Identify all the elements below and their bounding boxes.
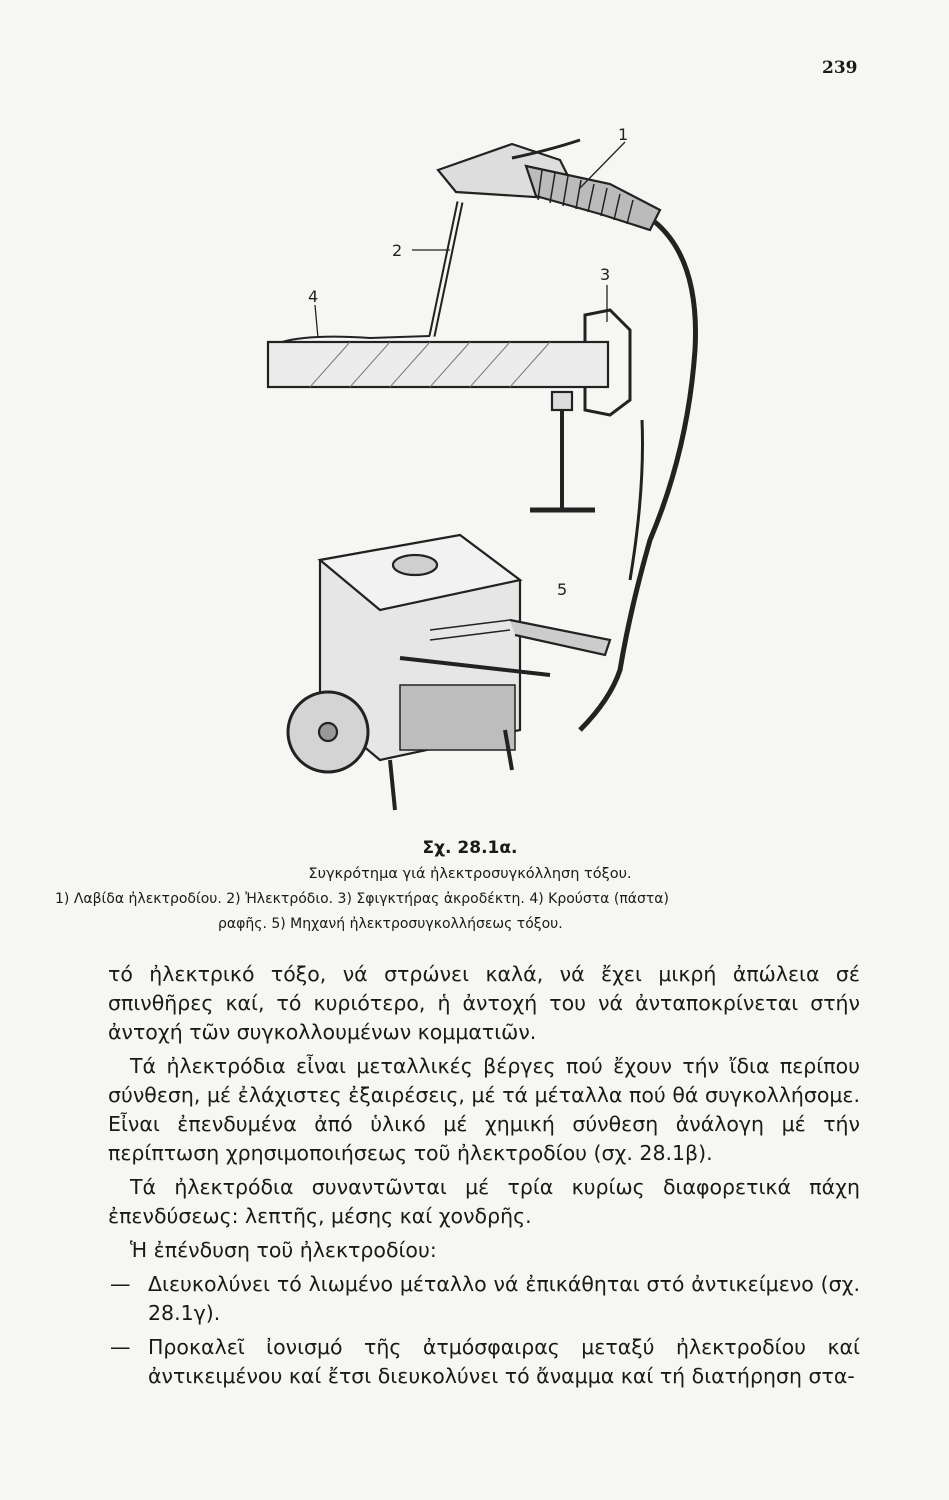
- body-text: [108, 960, 860, 1391]
- paragraph-2: Τά ἠλεκτρόδια εἶναι μεταλλικές βέργες πού ἔχουν τήν ἴδια περίπου σύνθεση, μέ ἐλάχιστες ἐξαιρέσεις, μέ τά μέταλλα πού θά συγκολλήσομε. Εἶναι ἐπενδυμένα ἀπό ὑλικό μέ χημική σύνθεση ἀνάλογη μέ τήν περίπτωση χρησιμοποιήσεως τοῦ ἠλεκτροδίου (σχ. 28.1β).: [108, 1054, 860, 1165]
- paragraph-4: Ἡ ἐπένδυση τοῦ ἠλεκτροδίου:: [130, 1238, 437, 1262]
- list-item: [108, 1333, 860, 1391]
- workpiece: [268, 336, 608, 387]
- paragraph-3: Τά ἠλεκτρόδια συναντῶνται μέ τρία κυρίως διαφορετικά πάχη ἐπενδύσεως: λεπτῆς, μέσης καί χονδρῆς.: [108, 1175, 860, 1228]
- list-item-text-2: Προκαλεῖ ἰονισμό τῆς ἀτμόσφαιρας μεταξύ ἠλεκτροδίου καί ἀντικειμένου καί ἔτσι διευκολύνει τό ἄναμμα καί τή διατήρηση στα-: [148, 1335, 860, 1388]
- terminal-clamp: [530, 310, 630, 510]
- dash-mark: —: [110, 1335, 131, 1359]
- dash-mark: —: [110, 1272, 131, 1296]
- figure-title: Σχ. 28.1α.: [422, 838, 518, 858]
- electrode: [432, 202, 460, 336]
- list-item: [108, 1270, 860, 1328]
- figure-subtitle: Συγκρότημα γιά ἠλεκτροσυγκόλληση τόξου.: [308, 866, 632, 882]
- welding-assembly-figure: [250, 110, 710, 830]
- figure-label-5: 5: [557, 580, 568, 599]
- electrode-holder: [438, 140, 660, 230]
- figure-legend-line-2: ραφῆς. 5) Μηχανή ἠλεκτροσυγκολλήσεως τόξου.: [218, 916, 563, 932]
- page-number: 239: [822, 58, 858, 78]
- figure-label-4: 4: [308, 287, 319, 306]
- paragraph-1: τό ἠλεκτρικό τόξο, νά στρώνει καλά, νά ἔχει μικρή ἀπώλεια σέ σπινθῆρες καί, τό κυριότερο, ἡ ἀντοχή του νά ἀνταποκρίνεται στήν ἀντοχή τῶν συγκολλουμένων κομματιῶν.: [108, 962, 860, 1044]
- figure-label-3: 3: [600, 265, 611, 284]
- figure-label-1: 1: [618, 125, 629, 144]
- list-item-text-1: Διευκολύνει τό λιωμένο μέταλλο νά ἐπικάθηται στό ἀντικείμενο (σχ. 28.1γ).: [148, 1272, 860, 1325]
- figure-label-2: 2: [392, 241, 403, 260]
- welding-machine: [288, 535, 610, 810]
- figure-legend-line-1: 1) Λαβίδα ἠλεκτροδίου. 2) Ἠλεκτρόδιο. 3) Σφιγκτήρας ἀκροδέκτη. 4) Κρούστα (πάστα): [55, 891, 669, 907]
